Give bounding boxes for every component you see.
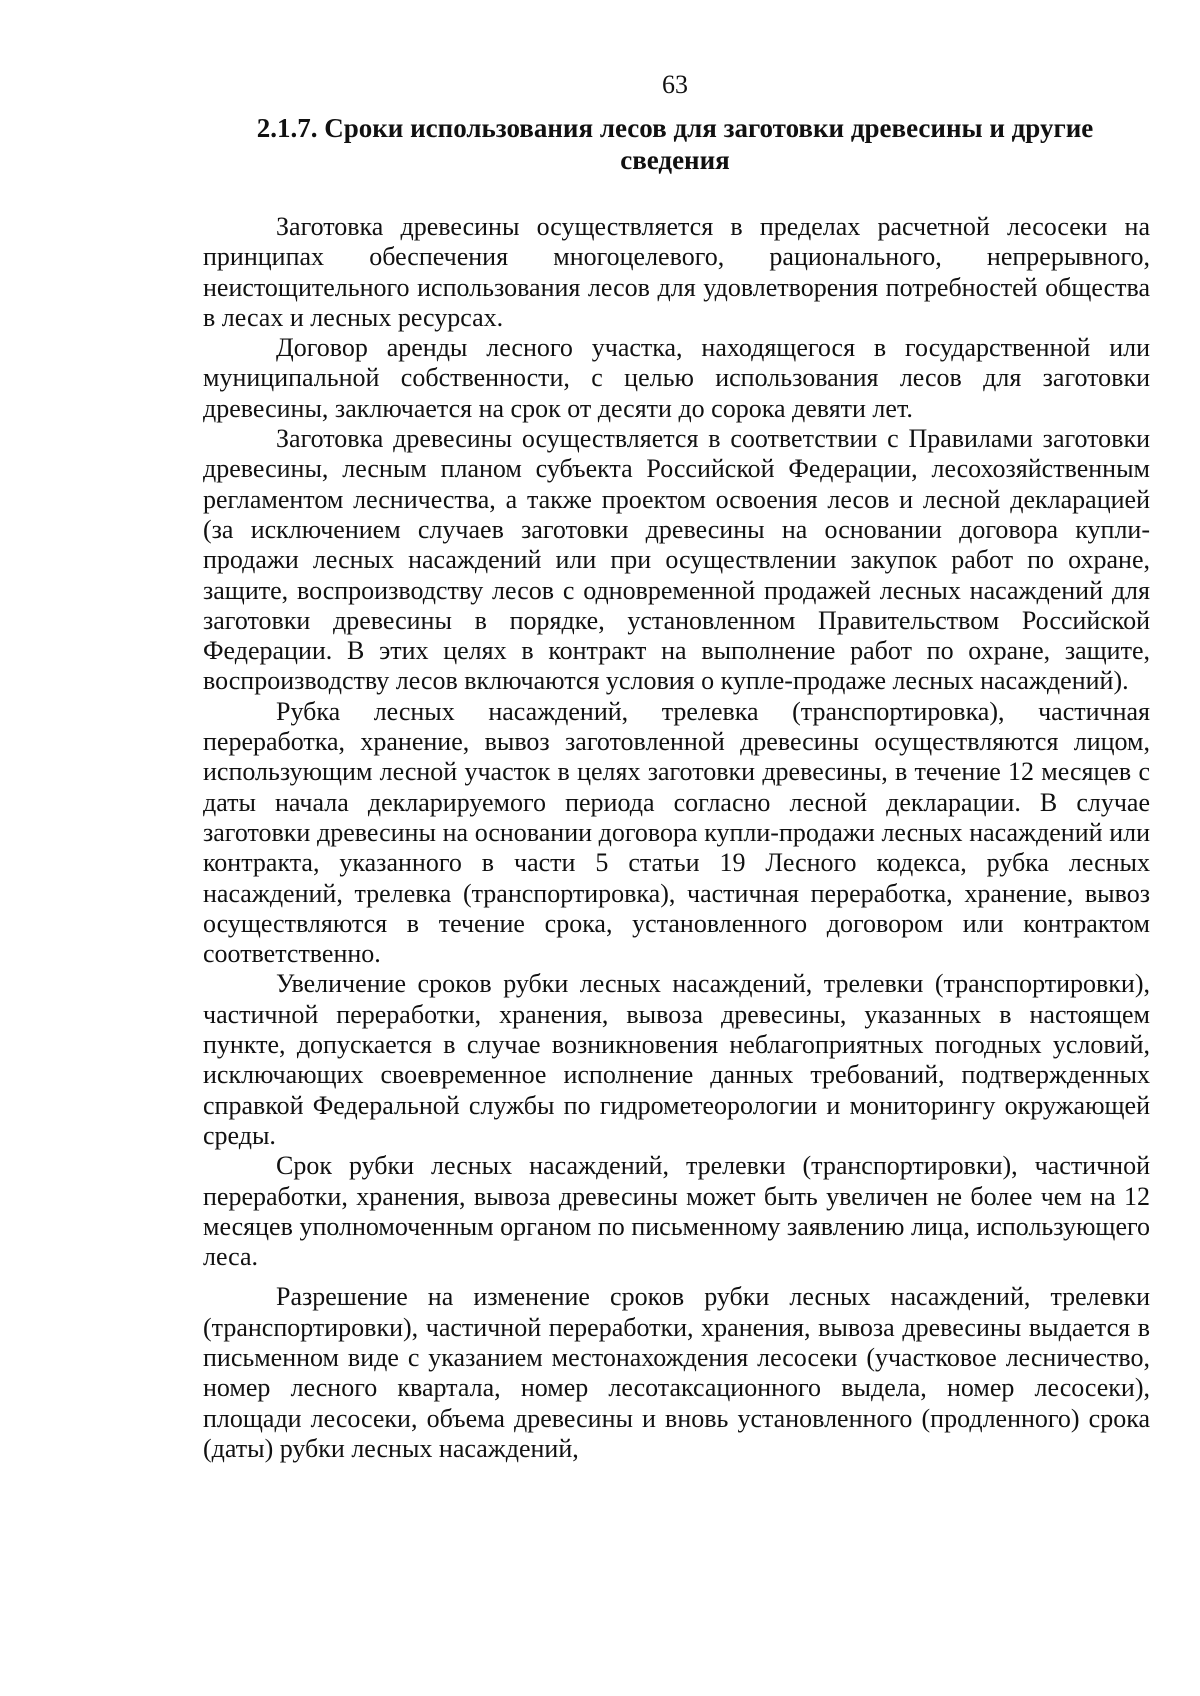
paragraph-4: Рубка лесных насаждений, трелевка (транспортировка), частичная переработка, хранение, вывоз заготовленной древесины осуществляются лицом, использующим лесной участок в целях заготовки древесины, в течение 12 месяцев с даты начала декларируемого периода согласно лесной декларации. В случае заготовки древесины на основании договора купли-продажи лесных насаждений или контракта, указанного в части 5 статьи 19 Лесного кодекса, рубка лесных насаждений, трелевка (транспортировка), частичная переработка, хранение, вывоз осуществляются в течение срока, установленного договором или контрактом соответственно. (203, 696, 1150, 969)
paragraph-7: Разрешение на изменение сроков рубки лесных насаждений, трелевки (транспортировки), частичной переработки, хранения, вывоза древесины выдается в письменном виде с указанием местонахождения лесосеки (участковое лесничество, номер лесного квартала, номер лесотаксационного выдела, номер лесосеки), площади лесосеки, объема древесины и вновь установленного (продленного) срока (даты) рубки лесных насаждений, (203, 1282, 1150, 1463)
paragraph-6: Срок рубки лесных насаждений, трелевки (транспортировки), частичной переработки, хранения, вывоза древесины может быть увеличен не более чем на 12 месяцев уполномоченным органом по письменному заявлению лица, использующего леса. (203, 1151, 1150, 1272)
paragraph-3: Заготовка древесины осуществляется в соответствии с Правилами заготовки древесины, лесным планом субъекта Российской Федерации, лесохозяйственным регламентом лесничества, а также проектом освоения лесов и лесной декларацией (за исключением случаев заготовки древесины на основании договора купли-продажи лесных насаждений или при осуществлении закупок работ по охране, защите, воспроизводству лесов с одновременной продажей лесных насаждений для заготовки древесины в порядке, установленном Правительством Российской Федерации. В этих целях в контракт на выполнение работ по охране, защите, воспроизводству лесов включаются условия о купле-продаже лесных насаждений). (203, 424, 1150, 696)
page-number: 63 (662, 70, 688, 99)
paragraph-5: Увеличение сроков рубки лесных насаждений, трелевки (транспортировки), частичной переработки, хранения, вывоза древесины, указанных в настоящем пункте, допускается в случае возникновения неблагоприятных погодных условий, исключающих своевременное исполнение данных требований, подтвержденных справкой Федеральной службы по гидрометеорологии и мониторингу окружающей среды. (203, 969, 1150, 1150)
paragraph-1: Заготовка древесины осуществляется в пределах расчетной лесосеки на принципах обеспечения многоцелевого, рационального, непрерывного, неистощительного использования лесов для удовлетворения потребностей общества в лесах и лесных ресурсах. (203, 212, 1150, 332)
section-heading: 2.1.7. Сроки использования лесов для заготовки древесины и другие сведения (256, 113, 1094, 175)
paragraph-2: Договор аренды лесного участка, находящегося в государственной или муниципальной собственности, с целью использования лесов для заготовки древесины, заключается на срок от десяти до сорока девяти лет. (203, 333, 1150, 423)
document-body (203, 212, 1150, 1464)
